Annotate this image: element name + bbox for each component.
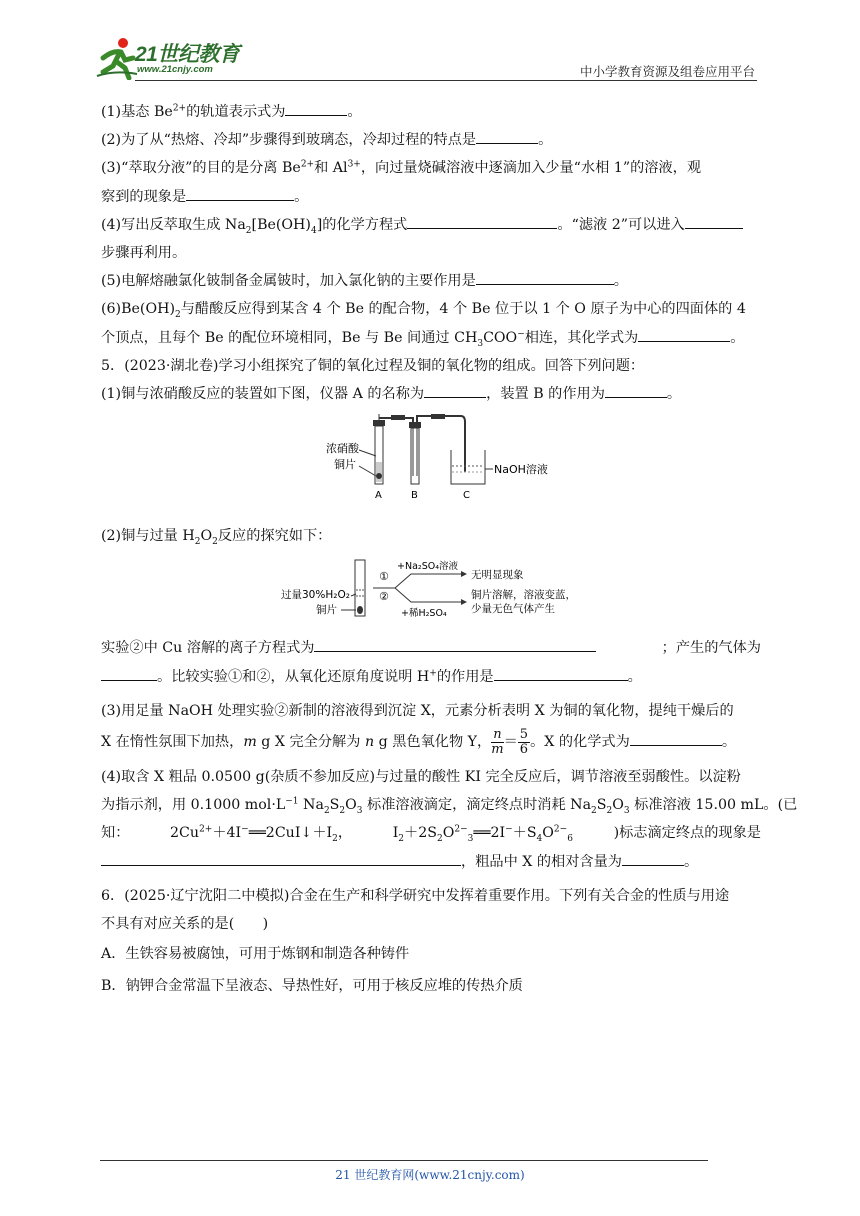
page-footer: 21 世纪教育网(www.21cnjy.com): [335, 1168, 525, 1182]
q5-part4-line1: (4)取含 X 粗品 0.0500 g(杂质不参加反应)与过量的酸性 KI 完全反应后，调节溶液至弱酸性。以淀粉: [101, 769, 741, 786]
q5-part4-line3: 知： $2Cu^{2+}+4I^-══2CuI↓+I_2$， $I_2+2S_2O^{2-}_3══2I^-+S_4O^{2-}_6$ )标志滴定终点的现象是: [101, 824, 761, 845]
running-figure-icon: [95, 36, 139, 80]
apparatus-diagram: [101, 414, 761, 506]
q4-part2: (2)为了从“热熔、冷却”步骤得到玻璃态，冷却过程的特点是 。: [101, 126, 761, 154]
answer-blank[interactable]: [285, 99, 347, 116]
h2o2-scheme-figure: [101, 556, 761, 624]
q5-part4-line4: ，粗品中 X 的相对含量为 。: [101, 848, 761, 876]
result-2-line1: 铜片溶解，溶液变蓝，: [471, 589, 576, 602]
fraction-5-over-6: $\frac{5}{6}$: [519, 726, 529, 757]
answer-blank[interactable]: [476, 268, 614, 285]
logo-url: www.21cnjy.com: [137, 64, 213, 75]
result-1: 无明显现象: [471, 569, 524, 582]
platform-name: 中小学教育资源及组卷应用平台: [579, 64, 755, 79]
label-acid: 浓硝酸: [326, 442, 359, 456]
q4-part3-cont: 察到的现象是 。: [101, 183, 761, 211]
reagent-1: +Na₂SO₄溶液: [397, 561, 459, 573]
answer-blank[interactable]: [638, 325, 730, 342]
label-A: A: [375, 490, 382, 502]
h2o2-scheme-diagram: [101, 556, 761, 624]
label-C: C: [463, 490, 470, 502]
q4-part6: $(6)Be(OH)_2$与醋酸反应得到某含 4 个 Be 的配合物，4 个 Be 位于以 1 个 O 原子为中心的四面体的 4: [101, 301, 746, 321]
answer-blank[interactable]: [630, 729, 722, 746]
label-h2o2: 过量30%H₂O₂: [281, 589, 350, 602]
answer-blank[interactable]: [186, 184, 294, 201]
logo-title: 21世纪教育: [135, 43, 240, 66]
q6-option-b: B．钠钾合金常温下呈液态、导热性好，可用于核反应堆的传热介质: [101, 978, 523, 995]
q5-part4-line2: 为指示剂，用 0.1000 $mol\cdot L^{-1}$ $Na_2S_2O_3$ 标准溶液滴定，滴定终点时消耗 $Na_2S_2O_3$ 标准溶液 15.00 mL。(已: [101, 796, 798, 817]
q5-part2-line1: 实验②中 Cu 溶解的离子方程式为 ；产生的气体为: [101, 634, 761, 662]
q4-part6-cont: 个顶点，且每个 Be 的配位环境相同，Be 与 Be 间通过 $CH_3COO^-$相连，其化学式为 。: [101, 324, 761, 352]
apparatus-figure: [101, 414, 761, 506]
answer-blank[interactable]: [605, 381, 667, 398]
answer-blank[interactable]: [101, 664, 157, 681]
answer-blank[interactable]: [314, 635, 596, 652]
label-naoh: NaOH溶液: [494, 463, 548, 477]
q4-part1: (1)基态 $Be^{2+}$的轨道表示式为 。: [101, 98, 761, 126]
answer-blank[interactable]: [476, 127, 538, 144]
q6-stem: 6．(2025·辽宁沈阳二中模拟)合金在生产和科学研究中发挥着重要作用。下列有关合金的性质与用途: [101, 887, 730, 904]
label-copper: 铜片: [316, 604, 337, 617]
q4-part5: (5)电解熔融氯化铍制备金属铍时，加入氯化钠的主要作用是 。: [101, 267, 761, 295]
answer-blank[interactable]: [622, 849, 684, 866]
branch-1-marker: ①: [379, 570, 389, 584]
page-header: [95, 36, 757, 80]
branch-2-marker: ②: [379, 590, 389, 604]
site-logo: [95, 36, 265, 80]
q4-part4-cont: 步骤再利用。: [101, 245, 187, 262]
q4-part3: (3)“萃取分液”的目的是分离 $Be^{2+}$和 $Al^{3+}$，向过量烧碱溶液中逐滴加入少量“水相 1”的溶液，观: [101, 159, 702, 177]
reagent-2: +稀H₂SO₄: [401, 608, 447, 620]
label-copper: 铜片: [334, 458, 356, 472]
answer-blank[interactable]: [424, 381, 486, 398]
label-B: B: [411, 490, 418, 502]
q5-part3-line2: X 在惰性氛围下加热，m g X 完全分解为 n g 黑色氧化物 Y， $\frac{n}{m}$ ＝ $\frac{5}{6}$ 。X 的化学式为 。: [101, 726, 737, 757]
answer-blank[interactable]: [685, 212, 743, 229]
q5-part2: (2)铜与过量 $H_2O_2$反应的探究如下：: [101, 528, 332, 548]
answer-blank[interactable]: [407, 212, 557, 229]
q5-part3-line1: (3)用足量 NaOH 处理实验②新制的溶液得到沉淀 X，元素分析表明 X 为铜的氧化物，提纯干燥后的: [101, 702, 734, 719]
answer-blank[interactable]: [494, 664, 628, 681]
fraction-n-over-m: $\frac{n}{m}$: [491, 726, 504, 757]
q6-option-a: A．生铁容易被腐蚀，可用于炼钢和制造各种铸件: [101, 946, 410, 963]
q5-part2-line2: 。比较实验①和②，从氧化还原角度说明 H+的作用是 。: [101, 663, 761, 691]
result-2-line2: 少量无色气体产生: [471, 603, 555, 616]
header-divider: [135, 80, 757, 81]
q5-part1: (1)铜与浓硝酸反应的装置如下图，仪器 A 的名称为 ，装置 B 的作用为 。: [101, 380, 761, 408]
answer-blank[interactable]: [101, 849, 461, 866]
q6-stem-cont: 不具有对应关系的是( ): [101, 916, 269, 933]
q4-part4: (4)写出反萃取生成 $Na_2[Be(OH)_4]$的化学方程式 。“滤液 2”可以进入: [101, 211, 761, 239]
footer-divider: [100, 1160, 708, 1161]
q5-intro: 5．(2023·湖北卷)学习小组探究了铜的氧化过程及铜的氧化物的组成。回答下列问题：: [101, 357, 645, 374]
page-content: [101, 98, 798, 1001]
